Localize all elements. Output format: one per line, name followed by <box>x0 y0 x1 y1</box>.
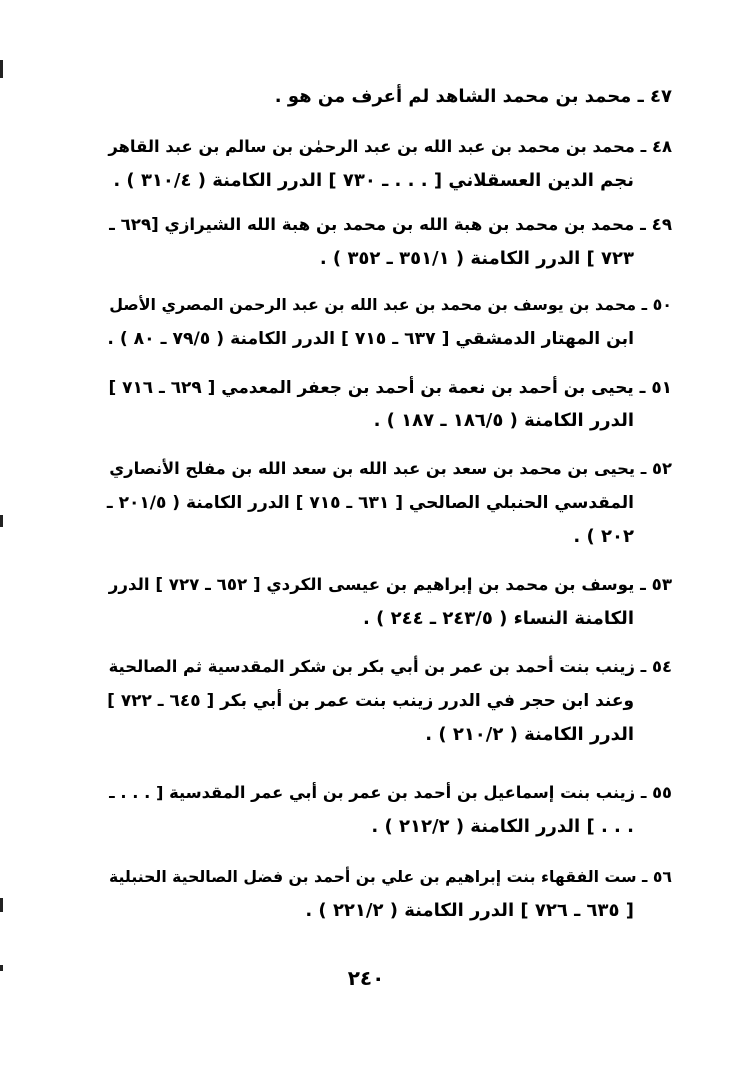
entry-49 <box>97 208 672 276</box>
entry-52 <box>97 452 672 554</box>
entry-line: الدرر الكامنة ( ١٨٦/٥ ـ ١٨٧ ) . <box>373 410 634 431</box>
entry-line: ٢٠٢ ) . <box>573 526 634 547</box>
entry-53 <box>97 568 672 636</box>
entry-line: ٥١ ـ يحيى بن أحمد بن نعمة بن أحمد بن جعفر المعدمي [ ٦٢٩ ـ ٧١٦ ] <box>108 377 672 397</box>
margin-mark <box>0 898 3 912</box>
entry-line: وعند ابن حجر في الدرر زينب بنت عمر بن أبي بكر [ ٦٤٥ ـ ٧٢٢ ] <box>107 691 634 711</box>
margin-mark <box>0 515 3 527</box>
entry-50 <box>97 288 672 356</box>
entry-55 <box>97 776 672 844</box>
entry-48 <box>97 130 672 198</box>
entry-line: ٤٧ ـ محمد بن محمد الشاهد لم أعرف من هو . <box>274 86 672 107</box>
margin-mark <box>0 60 3 78</box>
entry-line: ٤٩ ـ محمد بن محمد بن هبة الله بن محمد بن هبة الله الشيرازي [٦٢٩ ـ <box>109 215 672 234</box>
entry-line: الكامنة النساء ( ٢٤٣/٥ ـ ٢٤٤ ) . <box>363 608 634 629</box>
entry-line: . . . ] الدرر الكامنة ( ٢١٢/٢ ) . <box>371 816 634 837</box>
entry-line: نجم الدين العسقلاني [ . . . ـ ٧٣٠ ] الدرر الكامنة ( ٣١٠/٤ ) . <box>113 170 634 191</box>
entry-line: ٥٣ ـ يوسف بن محمد بن إبراهيم بن عيسى الكردي [ ٦٥٢ ـ ٧٢٧ ] الدرر <box>108 575 672 594</box>
entry-line: الدرر الكامنة ( ٢١٠/٢ ) . <box>425 724 634 745</box>
entry-line: ٥٥ ـ زينب بنت إسماعيل بن أحمد بن عمر بن أبي عمر المقدسية [ . . . ـ <box>109 783 672 802</box>
entry-51 <box>97 370 672 438</box>
entry-line: ٤٨ ـ محمد بن محمد بن عبد الله بن عبد الرحمٰن بن سالم بن عبد القاهر <box>108 137 672 156</box>
page-number: ٢٤٠ <box>347 966 385 990</box>
entry-line: ٥٢ ـ يحيى بن محمد بن سعد بن عبد الله بن سعد الله بن مفلح الأنصاري <box>109 459 672 478</box>
entry-56 <box>97 860 672 928</box>
entry-line: المقدسي الحنبلي الصالحي [ ٦٣١ ـ ٧١٥ ] الدرر الكامنة ( ٢٠١/٥ ـ <box>106 493 634 513</box>
entry-line: [ ٦٣٥ ـ ٧٢٦ ] الدرر الكامنة ( ٢٢١/٢ ) . <box>305 900 634 921</box>
entry-line: ٥٦ ـ ست الفقهاء بنت إبراهيم بن علي بن أحمد بن فضل الصالحية الحنبلية <box>109 867 672 886</box>
margin-mark <box>0 965 3 971</box>
entry-line: ابن المهتار الدمشقي [ ٦٣٧ ـ ٧١٥ ] الدرر الكامنة ( ٧٩/٥ ـ ٨٠ ) . <box>107 329 634 349</box>
entry-line: ٥٠ ـ محمد بن يوسف بن محمد بن عبد الله بن عبد الرحمن المصري الأصل <box>109 295 672 314</box>
entry-47 <box>97 80 672 114</box>
entry-line: ٥٤ ـ زينب بنت أحمد بن عمر بن أبي بكر بن شكر المقدسية ثم الصالحية <box>108 657 672 676</box>
entry-54 <box>97 650 672 752</box>
entry-line: ٧٢٣ ] الدرر الكامنة ( ٣٥١/١ ـ ٣٥٢ ) . <box>319 248 634 269</box>
